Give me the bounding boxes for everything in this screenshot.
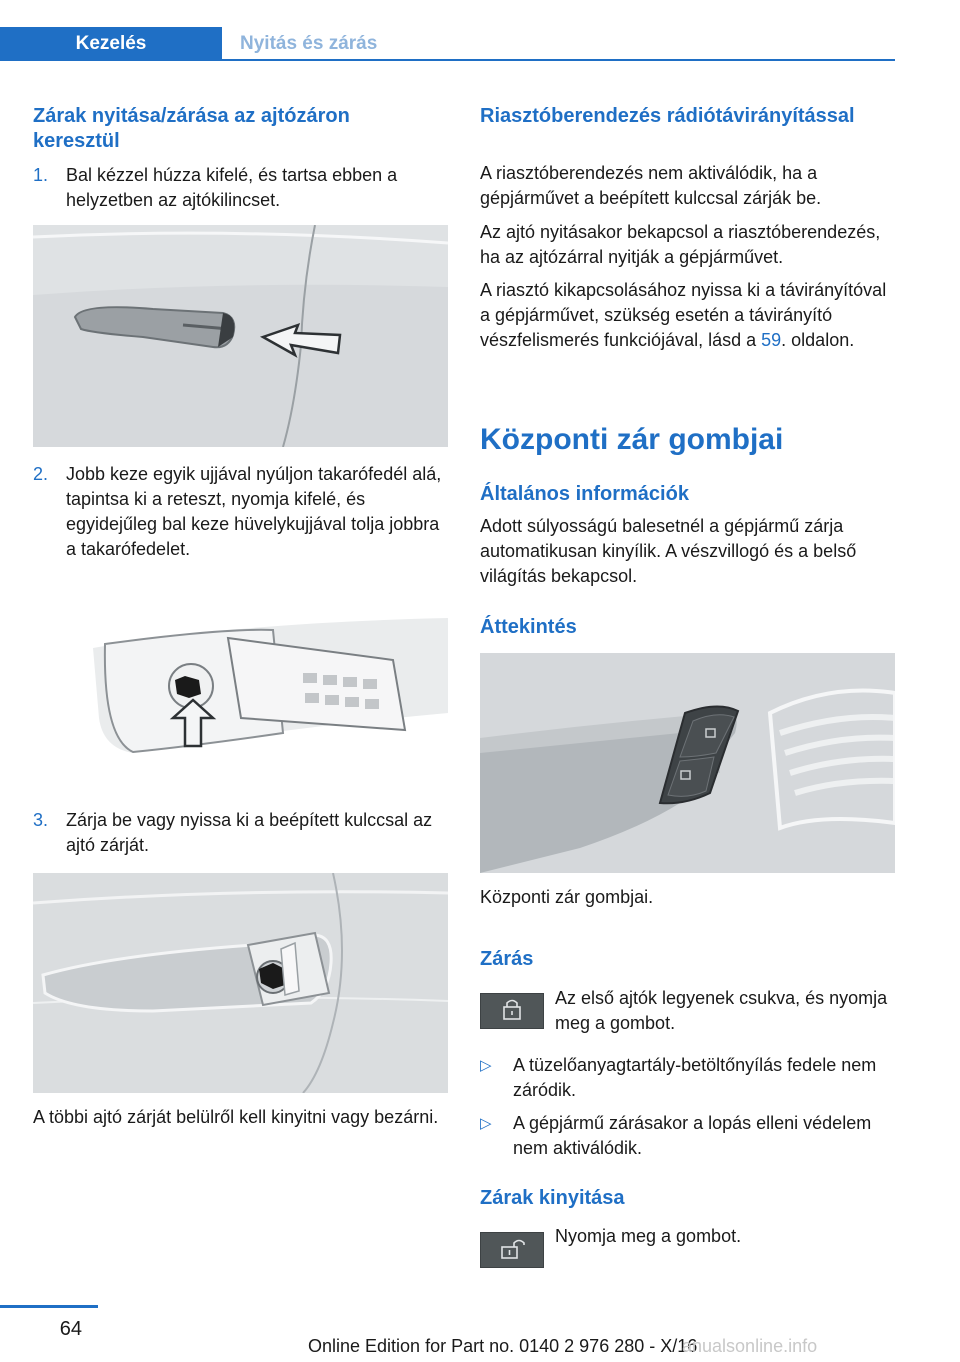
header-rule [0,59,895,61]
alarm-paragraph-3 [480,278,895,353]
alarm-paragraph-2: Az ajtó nyitásakor bekapcsol a riasztóberendezés, ha az ajtózárral nyitják a gépjárművet. [480,222,881,267]
unlock-heading: Zárak kinyitása [480,1187,625,1209]
section-title: Központi zár gombjai [480,423,784,456]
lock-cover-photo [33,618,448,763]
padlock-closed-icon [481,994,543,1028]
lock-heading: Zárás [480,948,534,970]
page-link-59[interactable]: 59 [761,330,782,350]
lock-bullet-2 [480,1111,895,1161]
step-2-text: Jobb keze egyik ujjával nyúljon takarófedél alá, tapintsa ki a reteszt, nyomja kifelé, és egyidejűleg bal keze hüvelykujjával tolja jobbra a takarófedelet. [66,464,442,559]
step-3-number: 3. [33,810,49,830]
unlock-text: Nyomja meg a gombot. [555,1226,742,1246]
tab-kezeles[interactable]: Kezelés [0,27,222,60]
step-2 [33,462,448,562]
alarm-p3-before: A riasztó kikapcsolásához nyissa ki a távirányítóval a gépjárművet, szükség esetén a távirányító vészfelismerés funkciójával, lásd a [480,280,887,350]
tab-nyitas-es-zaras[interactable]: Nyitás és zárás [240,32,378,54]
footer-rule [0,1305,98,1308]
lock-text: Az első ajtók legyenek csukva, és nyomja meg a gombot. [555,988,888,1033]
lock-button-image [480,993,544,1029]
lock-bullet-1-text: A tüzelőanyagtartály-betöltőnyílás fedele nem záródik. [513,1055,877,1100]
general-info-text: Adott súlyosságú balesetnél a gépjármű zárja automatikusan kinyílik. A vészvillogó és a belső világítás bekapcsol. [480,516,857,586]
step-1 [33,163,448,213]
key-cylinder-photo [33,873,448,1093]
overview-caption: Központi zár gombjai. [480,887,654,907]
step-3-text: Zárja be vagy nyissa ki a beépített kulccsal az ajtó zárját. [66,810,433,855]
central-lock-buttons-photo [480,653,895,873]
overview-heading: Áttekintés [480,616,577,638]
triangle-bullet-icon: ▷ [480,1057,492,1074]
triangle-bullet-icon: ▷ [480,1115,492,1132]
lock-bullet-2-text: A gépjármű zárásakor a lopás elleni védelem nem aktiválódik. [513,1113,872,1158]
step-3 [33,808,448,858]
header-tabs [0,0,895,60]
lock-bullet-1 [480,1053,895,1103]
alarm-heading: Riasztóberendezés rádiótávirányítással [480,105,855,127]
step-1-number: 1. [33,165,49,185]
page-number: 64 [59,1318,82,1340]
edition-text: Online Edition for Part no. 0140 2 976 280 - X/16 [308,1336,698,1356]
padlock-open-icon [481,1233,543,1267]
step-2-number: 2. [33,464,49,484]
unlock-button-image [480,1232,544,1268]
closing-text: A többi ajtó zárját belülről kell kinyitni vagy bezárni. [33,1107,439,1127]
watermark: anualsonline.info [682,1336,818,1356]
alarm-paragraph-1: A riasztóberendezés nem aktiválódik, ha a gépjárművet a beépített kulccsal zárják be. [480,163,822,208]
alarm-p3-after: . oldalon. [781,330,855,350]
step-1-text: Bal kézzel húzza kifelé, és tartsa ebben a helyzetben az ajtókilincset. [66,165,398,210]
door-handle-photo [33,225,448,447]
general-info-heading: Általános információk [480,483,689,505]
door-lock-heading: Zárak nyitása/zárása az ajtózáron keresztül [33,105,350,152]
